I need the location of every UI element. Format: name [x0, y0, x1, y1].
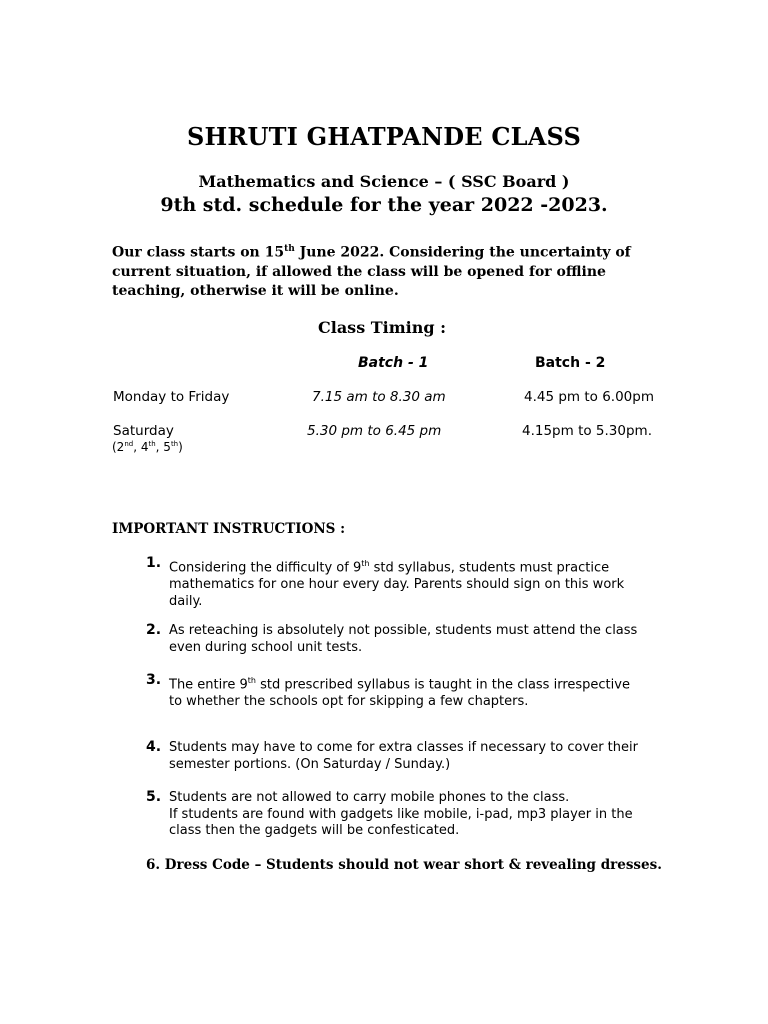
instr-4-line-2: semester portions. (On Saturday / Sunday.)	[169, 756, 451, 772]
instr-3-line-1b: std prescribed syllabus is taught in the class irrespective	[255, 677, 630, 693]
instr-1-line-1a: Considering the difficulty of 9	[169, 560, 362, 576]
instr-5-line-1: Students are not allowed to carry mobile phones to the class.	[169, 790, 570, 805]
batch-1-header: Batch - 1	[358, 355, 429, 371]
weeks-mid-2: , 5	[155, 440, 171, 454]
schedule-heading: 9th std. schedule for the year 2022 -2023.	[160, 194, 608, 216]
weeks-open: (2	[112, 440, 125, 454]
weeks-mid-1: , 4	[133, 440, 149, 454]
instructions-heading: IMPORTANT INSTRUCTIONS :	[112, 521, 346, 537]
instruction-5-text	[169, 790, 669, 840]
weeks-close: )	[178, 440, 183, 454]
instr-1-line-3: daily.	[169, 593, 203, 609]
instruction-5-number: 5.	[146, 789, 162, 805]
instruction-1-text	[169, 556, 669, 610]
instruction-4-number: 4.	[146, 739, 162, 755]
weeks-sup-2: th	[148, 440, 156, 448]
instr-2-line-2: even during school unit tests.	[169, 639, 363, 655]
timing-saturday-batch-1: 5.30 pm to 6.45 pm	[307, 423, 442, 439]
timing-weekdays-batch-1: 7.15 am to 8.30 am	[312, 389, 446, 405]
document-title: SHRUTI GHATPANDE CLASS	[186, 122, 582, 151]
timing-day-saturday: Saturday	[113, 423, 174, 439]
timing-saturday-batch-2: 4.15pm to 5.30pm.	[522, 423, 652, 439]
instr-5-line-2: If students are found with gadgets like mobile, i-pad, mp3 player in the	[169, 806, 633, 822]
instr-3-line-2: to whether the schools opt for skipping a few chapters.	[169, 693, 529, 709]
document-subtitle: Mathematics and Science – ( SSC Board )	[198, 172, 570, 191]
instr-1-sup: th	[361, 559, 370, 568]
instr-5-line-3: class then the gadgets will be confesticated.	[169, 823, 460, 839]
weeks-sup-1: nd	[124, 440, 134, 448]
timing-day-weekdays: Monday to Friday	[113, 389, 230, 405]
class-timing-heading: Class Timing :	[318, 318, 447, 337]
intro-paragraph	[112, 240, 672, 301]
intro-sup: th	[284, 244, 295, 254]
instruction-4-text	[169, 740, 669, 773]
weeks-sup-3: th	[170, 440, 179, 448]
timing-weekdays-batch-2: 4.45 pm to 6.00pm	[524, 389, 654, 405]
intro-part1: Our class starts on 15	[112, 244, 285, 261]
instruction-2-number: 2.	[146, 622, 162, 638]
saturday-weeks-note	[112, 440, 183, 454]
instruction-1-number: 1.	[146, 555, 162, 571]
instruction-3-text	[169, 673, 669, 711]
instr-2-line-1: As reteaching is absolutely not possible, students must attend the class	[169, 623, 638, 638]
intro-part2: June 2022. Considering the uncertainty of current situation, if allowed the class will be opened for offline teaching, otherwise it will be online.	[112, 244, 631, 299]
instr-1-line-1b: std syllabus, students must practice	[369, 560, 610, 576]
instr-3-line-1a: The entire 9	[169, 677, 248, 693]
batch-2-header: Batch - 2	[535, 355, 606, 371]
instr-1-line-2: mathematics for one hour every day. Parents should sign on this work	[169, 576, 625, 592]
instr-3-sup: th	[247, 676, 256, 685]
dress-code-instruction: 6. Dress Code – Students should not wear short & revealing dresses.	[146, 857, 662, 873]
instr-4-line-1: Students may have to come for extra classes if necessary to cover their	[169, 740, 638, 755]
instruction-3-number: 3.	[146, 672, 162, 688]
instruction-2-text	[169, 623, 669, 656]
